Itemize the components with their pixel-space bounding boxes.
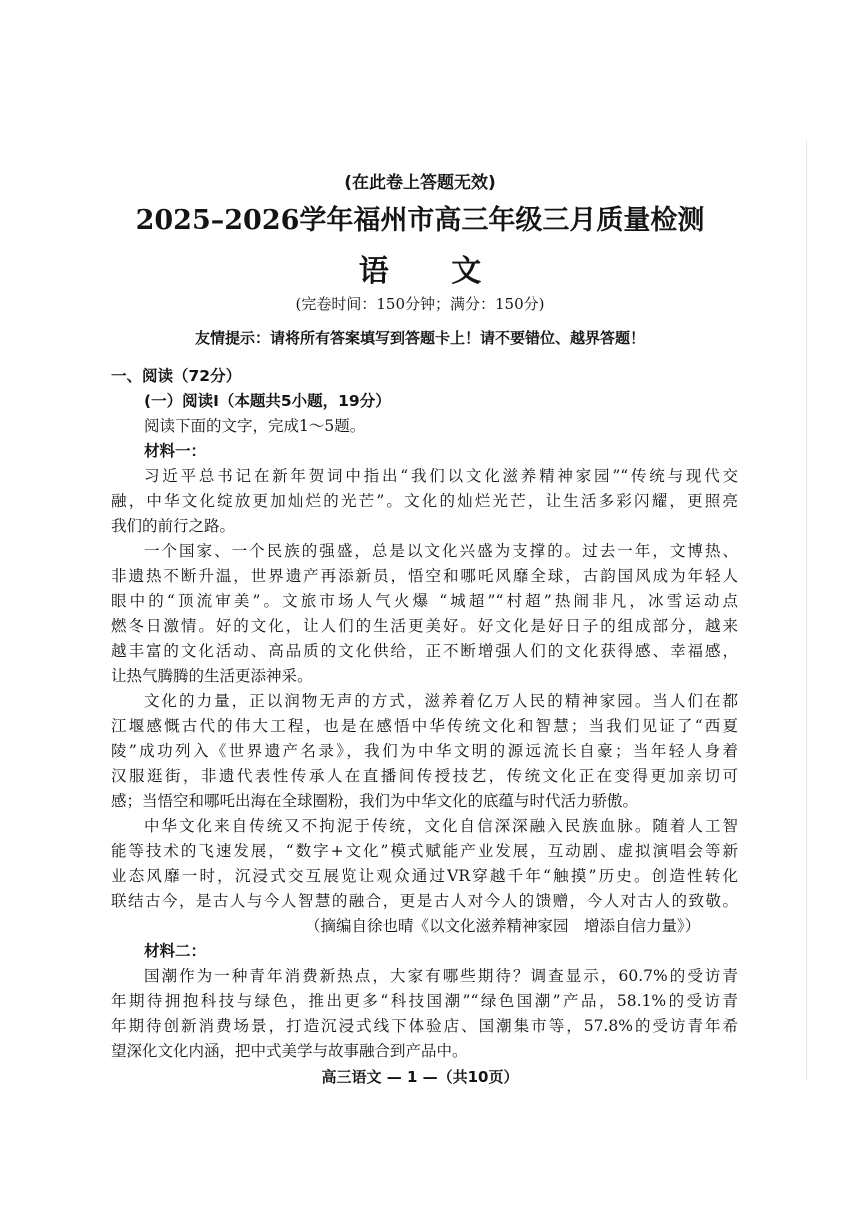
part-heading: (一）阅读Ⅰ（本题共5小题，19分） xyxy=(144,392,391,410)
section-heading: 一、阅读（72分） xyxy=(111,367,242,385)
invalid-answer-notice: (在此卷上答题无效) xyxy=(344,173,496,193)
material1-source: （摘编自徐也晴《以文化滋养精神家园 增添自信力量》） xyxy=(305,917,701,935)
material1-line: 非遗热不断升温，世界遗产再添新员，悟空和哪吒风靡全球，古韵国风成为年轻人 xyxy=(111,567,738,585)
friendly-tip: 友情提示：请将所有答案填写到答题卡上！请不要错位、越界答题！ xyxy=(194,329,645,347)
reading-instruction: 阅读下面的文字，完成1～5题。 xyxy=(144,417,366,435)
material1-line: 越丰富的文化活动、高品质的文化供给，正不断增强人们的文化获得感、幸福感， xyxy=(111,642,738,660)
material1-line: 汉服逛街，非遗代表性传承人在直播间传授技艺，传统文化正在变得更加亲切可 xyxy=(111,767,738,785)
material1-line: 联结古今，是古人与今人智慧的融合，更是古人对今人的馈赠，今人对古人的致敬。 xyxy=(111,892,738,910)
material1-line: 眼中的“顶流审美”。文旅市场人气火爆 “城超”“村超”热闹非凡，冰雪运动点 xyxy=(111,592,738,610)
material1-label: 材料一： xyxy=(144,442,207,460)
material1-line: 燃冬日激情。好的文化，让人们的生活更美好。好文化是好日子的组成部分，越来 xyxy=(111,617,738,635)
exam-time-info: (完卷时间：150分钟；满分：150分) xyxy=(295,295,545,313)
material1-line: 业态风靡一时，沉浸式交互展览让观众通过VR穿越千年“触摸”历史。创造性转化 xyxy=(111,867,738,885)
exam-title: 2025–2026学年福州市高三年级三月质量检测 xyxy=(135,205,705,236)
material1-line: 文化的力量，正以润物无声的方式，滋养着亿万人民的精神家园。当人们在都 xyxy=(144,692,738,710)
material1-line: 江堰感慨古代的伟大工程，也是在感悟中华传统文化和智慧；当我们见证了“西夏 xyxy=(111,717,738,735)
material1-line: 习近平总书记在新年贺词中指出“我们以文化滋养精神家园”“传统与现代交 xyxy=(144,467,738,485)
material1-line: 融，中华文化绽放更加灿烂的光芒”。文化的灿烂光芒，让生活多彩闪耀，更照亮 xyxy=(111,492,738,510)
material2-line: 年期待创新消费场景，打造沉浸式线下体验店、国潮集市等，57.8%的受访青年希 xyxy=(111,1017,738,1035)
material1-line: 感；当悟空和哪吒出海在全球圈粉，我们为中华文化的底蕴与时代活力骄傲。 xyxy=(111,792,639,810)
material1-line: 陵”成功列入《世界遗产名录》，我们为中华文明的源远流长自豪；当年轻人身着 xyxy=(111,742,738,760)
material1-line: 我们的前行之路。 xyxy=(111,517,236,535)
material2-label: 材料二： xyxy=(144,942,207,960)
material2-line: 年期待拥抱科技与绿色，推出更多“科技国潮”“绿色国潮”产品，58.1%的受访青 xyxy=(111,992,738,1010)
material1-line: 一个国家、一个民族的强盛，总是以文化兴盛为支撑的。过去一年，文博热、 xyxy=(144,542,738,560)
material1-line: 能等技术的飞速发展，“数字+文化”模式赋能产业发展，互动剧、虚拟演唱会等新 xyxy=(111,842,738,860)
material1-line: 中华文化来自传统又不拘泥于传统，文化自信深深融入民族血脉。随着人工智 xyxy=(144,817,738,835)
material2-line: 望深化文化内涵，把中式美学与故事融合到产品中。 xyxy=(111,1042,468,1060)
subject-title: 语 文 xyxy=(358,254,508,289)
material1-line: 让热气腾腾的生活更添神采。 xyxy=(111,667,313,685)
page-footer: 高三语文 — 1 —（共10页） xyxy=(321,1068,519,1086)
material2-line: 国潮作为一种青年消费新热点，大家有哪些期待？调查显示，60.7%的受访青 xyxy=(144,967,738,985)
